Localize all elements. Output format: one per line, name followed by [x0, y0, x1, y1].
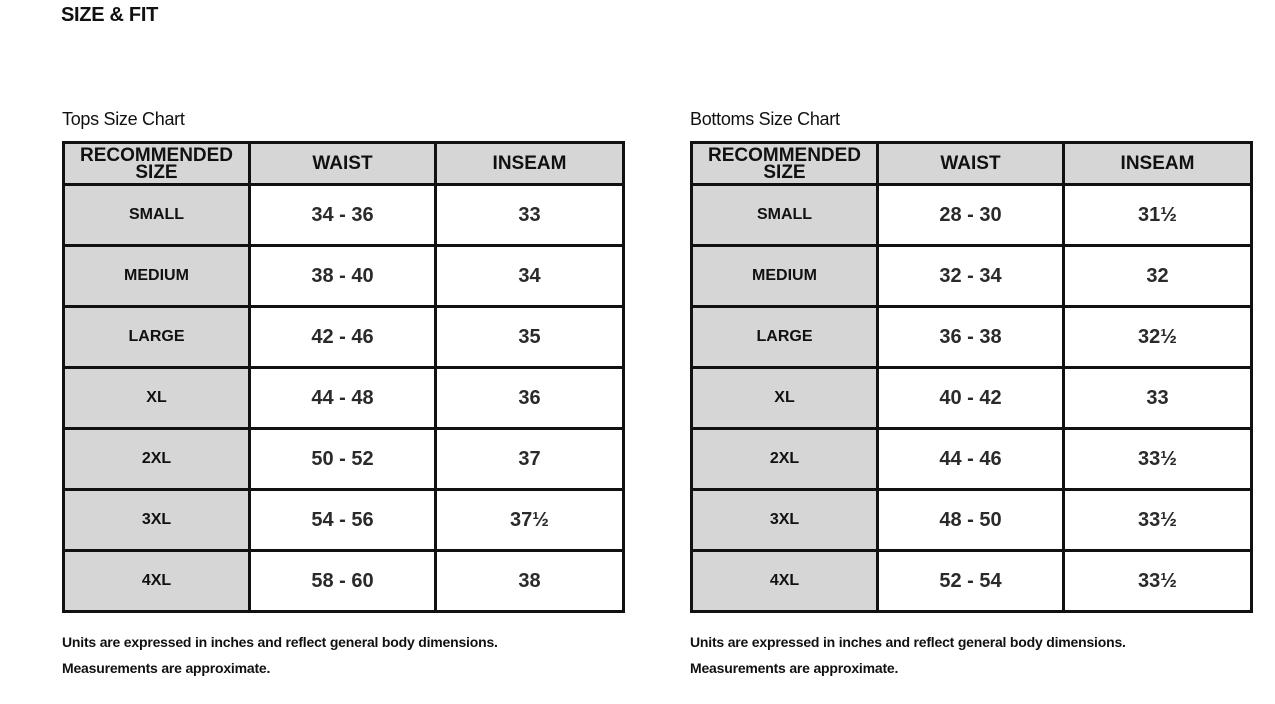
waist-cell: 44 - 48: [250, 368, 436, 429]
approximate-note-line: Measurements are approximate.: [62, 660, 271, 676]
size-cell: 2XL: [64, 429, 250, 490]
table-header-row: [692, 143, 1252, 185]
units-note-line: Units are expressed in inches and reflect general body dimensions.: [690, 634, 1126, 650]
tops-units-note: [62, 629, 622, 681]
size-cell: 3XL: [64, 490, 250, 551]
table-row: [692, 551, 1252, 612]
tops-size-table: [62, 141, 625, 613]
inseam-cell: 34: [436, 246, 624, 307]
waist-cell: 36 - 38: [878, 307, 1064, 368]
inseam-cell: 35: [436, 307, 624, 368]
inseam-cell: 36: [436, 368, 624, 429]
table-row: [692, 368, 1252, 429]
units-note-line: Units are expressed in inches and reflect general body dimensions.: [62, 634, 498, 650]
inseam-cell: 33½: [1064, 490, 1252, 551]
inseam-cell: 32: [1064, 246, 1252, 307]
waist-cell: 32 - 34: [878, 246, 1064, 307]
inseam-cell: 37½: [436, 490, 624, 551]
size-cell: LARGE: [692, 307, 878, 368]
size-cell: XL: [692, 368, 878, 429]
tops-chart-title: Tops Size Chart: [62, 109, 185, 129]
table-row: [64, 551, 624, 612]
header-inseam: INSEAM: [436, 143, 624, 185]
size-cell: XL: [64, 368, 250, 429]
table-header-row: [64, 143, 624, 185]
table-row: [692, 429, 1252, 490]
inseam-cell: 37: [436, 429, 624, 490]
table-row: [64, 368, 624, 429]
waist-cell: 40 - 42: [878, 368, 1064, 429]
header-inseam: INSEAM: [1064, 143, 1252, 185]
table-row: [64, 246, 624, 307]
waist-cell: 42 - 46: [250, 307, 436, 368]
table-row: [64, 185, 624, 246]
header-waist: WAIST: [250, 143, 436, 185]
tops-size-chart: [62, 108, 622, 681]
bottoms-size-chart: [690, 108, 1250, 681]
header-recommended-size: RECOMMENDED SIZE: [692, 143, 878, 185]
waist-cell: 48 - 50: [878, 490, 1064, 551]
inseam-cell: 33: [1064, 368, 1252, 429]
size-cell: 4XL: [64, 551, 250, 612]
waist-cell: 28 - 30: [878, 185, 1064, 246]
size-cell: SMALL: [64, 185, 250, 246]
inseam-cell: 31½: [1064, 185, 1252, 246]
inseam-cell: 38: [436, 551, 624, 612]
inseam-cell: 32½: [1064, 307, 1252, 368]
table-row: [692, 307, 1252, 368]
size-cell: 4XL: [692, 551, 878, 612]
bottoms-chart-title: Bottoms Size Chart: [690, 109, 840, 129]
table-row: [692, 185, 1252, 246]
header-recommended-size: RECOMMENDED SIZE: [64, 143, 250, 185]
table-row: [692, 246, 1252, 307]
table-row: [64, 307, 624, 368]
table-row: [64, 429, 624, 490]
size-cell: MEDIUM: [64, 246, 250, 307]
waist-cell: 38 - 40: [250, 246, 436, 307]
bottoms-size-table: [690, 141, 1253, 613]
size-cell: SMALL: [692, 185, 878, 246]
size-cell: LARGE: [64, 307, 250, 368]
waist-cell: 52 - 54: [878, 551, 1064, 612]
inseam-cell: 33½: [1064, 551, 1252, 612]
table-row: [692, 490, 1252, 551]
waist-cell: 50 - 52: [250, 429, 436, 490]
waist-cell: 44 - 46: [878, 429, 1064, 490]
waist-cell: 34 - 36: [250, 185, 436, 246]
header-waist: WAIST: [878, 143, 1064, 185]
bottoms-units-note: [690, 629, 1250, 681]
waist-cell: 54 - 56: [250, 490, 436, 551]
inseam-cell: 33: [436, 185, 624, 246]
page-title: SIZE & FIT: [61, 4, 159, 26]
inseam-cell: 33½: [1064, 429, 1252, 490]
table-row: [64, 490, 624, 551]
size-cell: MEDIUM: [692, 246, 878, 307]
approximate-note-line: Measurements are approximate.: [690, 660, 899, 676]
size-cell: 3XL: [692, 490, 878, 551]
size-cell: 2XL: [692, 429, 878, 490]
waist-cell: 58 - 60: [250, 551, 436, 612]
